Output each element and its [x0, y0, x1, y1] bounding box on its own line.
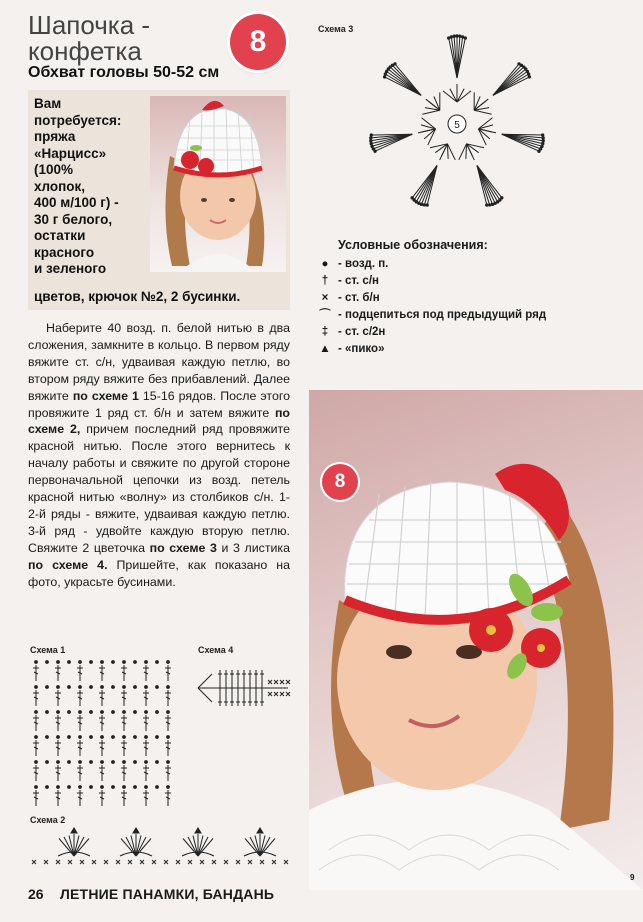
- requirements-line: (100%: [34, 162, 74, 177]
- page-title: [28, 12, 150, 64]
- scheme-reference: по схеме 4.: [28, 557, 108, 572]
- legend-list: [312, 256, 602, 358]
- legend-symbol: †: [321, 275, 329, 287]
- requirements-line: и зеленого: [34, 261, 107, 276]
- scheme-reference: по схеме 3: [149, 540, 217, 555]
- instructions-paragraph: [28, 320, 290, 591]
- instruction-text: Наберите 40 возд. п. белой нитью в два сложения, замкните в кольцо. В первом ряду вяжите ст. с/н, удваивая каждую петлю, во втором ряду вяжите без прибавлений. Далее вяжите: [28, 321, 290, 403]
- requirements-line: хлопок,: [34, 178, 86, 194]
- scheme-2-label: Схема 2: [30, 815, 66, 825]
- requirements-line: остатки: [34, 228, 86, 243]
- requirements-tail: цветов, крючок №2, 2 бусинки.: [34, 289, 241, 304]
- legend-text: - «пико»: [338, 343, 385, 355]
- page-subtitle: Обхват головы 50-52 см: [28, 64, 220, 81]
- legend-text: - возд. п.: [338, 258, 389, 270]
- title-line-1: Шапочка -: [28, 10, 151, 40]
- legend-item: [312, 256, 602, 273]
- legend-text: - ст. с/2н: [338, 326, 386, 338]
- legend-symbol: ×: [321, 292, 329, 304]
- legend-text: - ст. б/н: [338, 292, 380, 304]
- requirements-line: 30 г белого,: [34, 211, 113, 227]
- legend-item: [312, 324, 602, 341]
- requirements-line: 400 м/100 г) -: [34, 195, 119, 210]
- girl-illustration-small: [150, 96, 286, 272]
- legend-item: [312, 290, 602, 307]
- scheme-2-diagram: [28, 826, 300, 868]
- photo-corner-number: 9: [630, 873, 635, 882]
- scheme-4-diagram: [194, 660, 298, 720]
- title-line-2: конфетка: [28, 36, 142, 66]
- legend-title: Условные обозначения:: [338, 238, 488, 252]
- legend-text: - ст. с/н: [338, 275, 379, 287]
- scheme-reference: по схеме 1: [72, 388, 139, 403]
- instruction-text: причем последний ряд провяжите красной нитью. После этого вернитесь к началу работы и свяжите по другой стороне первоначальной цепочки из возд. петель красной нитью «волну» из столбиков с/н. 1-2-й ряды - вяжите, удваивая каждую петлю. 3-й ряд - удвойте каждую вторую петлю. Свяжите 2 цветочка: [28, 422, 290, 555]
- legend-symbol: ●: [321, 258, 329, 270]
- instruction-text: Пришейте, как показано на фото, украсьте бусинами.: [28, 557, 290, 589]
- requirements-line: пряжа: [34, 129, 76, 144]
- legend-symbol: ▲: [319, 343, 331, 355]
- scheme-1-label: Схема 1: [30, 645, 66, 655]
- requirements-line: Вам: [34, 96, 62, 111]
- requirements-text: [34, 96, 160, 278]
- section-title: ЛЕТНИЕ ПАНАМКИ, БАНДАНЬ: [60, 886, 275, 902]
- girl-illustration-large: [309, 390, 643, 890]
- requirements-line: «Нарцисс»: [34, 145, 107, 161]
- legend-item: [312, 307, 602, 324]
- hat-photo-large: [309, 390, 643, 890]
- page-number: 26: [28, 886, 44, 902]
- legend-symbol: ⌒: [319, 309, 331, 321]
- scheme-3-label: Схема 3: [318, 24, 354, 34]
- instructions-text: [28, 320, 290, 591]
- hat-photo-small: [150, 96, 286, 272]
- pattern-number-badge: 8: [230, 14, 286, 70]
- legend-item: [312, 341, 602, 358]
- scheme-3-center-count: 5: [454, 120, 460, 131]
- scheme-1-diagram: [30, 656, 180, 808]
- scheme-reference: по схеме 2,: [28, 405, 290, 437]
- legend-item: [312, 273, 602, 290]
- legend-text: - подцепиться под предыдущий ряд: [338, 309, 547, 321]
- scheme-3-diagram: [330, 24, 580, 224]
- requirements-line: красного: [34, 244, 95, 260]
- scheme-4-label: Схема 4: [198, 645, 234, 655]
- legend-symbol: ‡: [321, 326, 329, 338]
- instruction-text: 15-16 рядов. После этого провяжите 1 ряд ст. б/н и затем вяжите: [28, 388, 290, 420]
- instruction-text: и 3 листика: [216, 540, 290, 555]
- photo-number-badge: 8: [322, 464, 358, 500]
- requirements-line: потребуется:: [34, 112, 122, 128]
